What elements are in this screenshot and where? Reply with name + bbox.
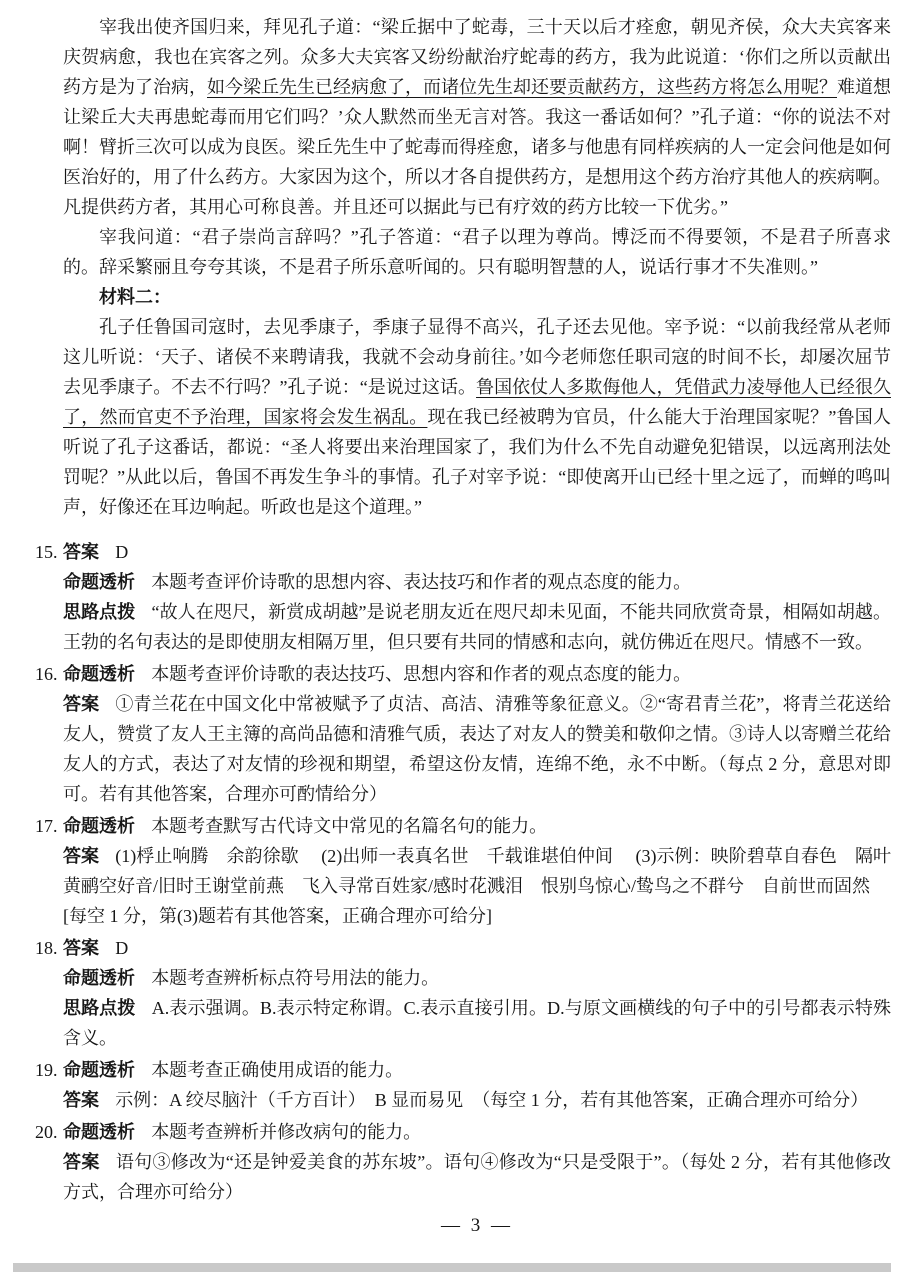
answer-text: 本题考查默写古代诗文中常见的名篇名句的能力。 <box>151 816 548 836</box>
answer-label: 命题透析 <box>63 572 135 592</box>
answer-row <box>35 659 891 689</box>
answer-row <box>35 811 891 841</box>
answer-text: ①青兰花在中国文化中常被赋予了贞洁、高洁、清雅等象征意义。②“寄君青兰花”，将青兰花送给友人，赞赏了友人王主簿的高尚品德和清雅气质，表达了对友人的赞美和敬仰之情。③诗人以寄赠兰花给友人的方式，表达了对友情的珍视和期望，希望这份友情，连绵不绝，永不中断。（每点 2 分，意思对即可。若有其他答案，合理亦可酌情给分） <box>63 694 891 804</box>
answer-row <box>35 1055 891 1085</box>
answer-label: 命题透析 <box>63 968 135 988</box>
answer-row <box>63 901 891 931</box>
answer-item-19 <box>35 1055 891 1115</box>
answer-row <box>35 537 891 567</box>
answer-text: “故人在咫尺，新赏成胡越”是说老朋友近在咫尺却未见面，不能共同欣赏奇景，相隔如胡越。王勃的名句表达的是即使朋友相隔万里，但只要有共同的情感和志向，就仿佛近在咫尺。情感不一致。 <box>63 602 891 652</box>
answer-row <box>63 963 891 993</box>
answer-label: 答案 <box>63 542 99 562</box>
answer-text: 示例：A 绞尽脑汁（千方百计） B 显而易见 （每空 1 分，若有其他答案，正确合理亦可给分） <box>115 1090 869 1110</box>
answer-row <box>35 1117 891 1147</box>
underlined-sentence: 如今梁丘先生已经病愈了，而诸位先生却还要贡献药方，这些药方将怎么用呢？ <box>207 77 837 97</box>
passage-text: 现在我已经被聘为官员，什么能大于治理国家呢？”鲁国人听说了孔子这番话，都说：“圣人将要出来治理国家了，我们为什么不先自动避免犯错误，以远离刑法处罚呢？”从此以后，鲁国不再发生争斗的事情。孔子对宰予说：“即使离开山已经十里之远了，而蝉的鸣叫声，好像还在耳边响起。听政也是这个道理。” <box>63 407 891 517</box>
answer-label: 思路点拨 <box>63 602 136 622</box>
answer-label: 命题透析 <box>63 1060 135 1080</box>
answer-label: 答案 <box>63 694 100 714</box>
passage-paragraph-1 <box>63 12 891 222</box>
answer-row <box>63 1147 891 1207</box>
page-number: — 3 — <box>441 1215 513 1236</box>
answer-label: 命题透析 <box>63 664 135 684</box>
answer-label: 答案 <box>63 846 100 866</box>
item-number: 19. <box>35 1060 58 1080</box>
answer-item-20 <box>35 1117 892 1207</box>
answer-text: [每空 1 分，第(3)题若有其他答案，正确合理亦可给分] <box>63 906 492 926</box>
answer-text: 本题考查评价诗歌的思想内容、表达技巧和作者的观点态度的能力。 <box>151 572 692 592</box>
passage-paragraph-2: 宰我问道：“君子崇尚言辞吗？”孔子答道：“君子以理为尊尚。博泛而不得要领，不是君子所喜求的。辞采繁丽且夸夸其谈，不是君子所乐意听闻的。只有聪明智慧的人，说话行事才不失准则。” <box>63 227 891 277</box>
answer-text: 本题考查辨析并修改病句的能力。 <box>151 1122 422 1142</box>
item-number: 17. <box>35 816 58 836</box>
answer-text: D <box>115 542 129 562</box>
answer-row <box>63 689 891 809</box>
answer-label: 命题透析 <box>63 816 135 836</box>
answer-row <box>63 567 891 597</box>
answer-row <box>35 933 891 963</box>
answer-row <box>63 841 891 901</box>
answer-label: 思路点拨 <box>63 998 136 1018</box>
answer-item-16 <box>35 659 891 809</box>
answer-text: 本题考查辨析标点符号用法的能力。 <box>151 968 440 988</box>
passage-paragraph-3 <box>63 312 891 522</box>
answer-text: D <box>115 938 129 958</box>
answer-row <box>63 993 891 1053</box>
answer-items <box>35 537 892 1207</box>
answer-text: A.表示强调。B.表示特定称谓。C.表示直接引用。D.与原文画横线的句子中的引号都表示特殊含义。 <box>63 998 891 1048</box>
passage-text: 宰我出使齐国归来，拜见孔子道：“梁丘据中了蛇毒，三十天以后才痊愈，朝见齐侯，众大夫宾客来庆贺病愈，我也在宾客之列。众多大夫宾客又纷纷献治疗蛇毒的药方，我为此说道：‘你们之所以贡献出药方是为了治病， <box>63 17 891 97</box>
answer-text: 本题考查正确使用成语的能力。 <box>151 1060 404 1080</box>
item-number: 16. <box>35 664 58 684</box>
answer-label: 答案 <box>63 938 99 958</box>
answer-label: 答案 <box>63 1152 100 1172</box>
answer-label: 答案 <box>63 1090 99 1110</box>
bottom-scan-bar <box>13 1263 891 1272</box>
answer-text: (1)桴止响腾 余韵徐歇 (2)出师一表真名世 千载谁堪伯仲间 (3)示例：映阶碧草自春色 隔叶黄鹂空好音/旧时王谢堂前燕 飞入寻常百姓家/感时花溅泪 恨别鸟惊心/鸷鸟之不群兮 自前世而固然 <box>63 846 892 896</box>
answer-row <box>63 597 891 657</box>
underlined-sentence: 鲁国依仗人多欺侮他人，凭借武力凌辱他人已经很久了，然而官吏不予治理，国家将会发生祸乱。 <box>63 377 891 427</box>
item-number: 15. <box>35 542 58 562</box>
material-two-heading: 材料二： <box>99 287 171 307</box>
answer-item-17 <box>35 811 892 931</box>
answer-item-15 <box>35 537 891 657</box>
passage-text: 孔子任鲁国司寇时，去见季康子，季康子显得不高兴，孔子还去见他。宰予说：“以前我经常从老师这儿听说：‘天子、诸侯不来聘请我，我就不会动身前往。’如今老师您任职司寇的时间不长，却屡次屈节去见季康子。不去不行吗？”孔子说：“是说过这话。 <box>63 317 891 397</box>
answer-text: 语句③修改为“还是钟爱美食的苏东坡”。语句④修改为“只是受限于”。（每处 2 分，若有其他修改方式，合理亦可给分） <box>63 1152 892 1202</box>
item-number: 18. <box>35 938 58 958</box>
answer-text: 本题考查评价诗歌的表达技巧、思想内容和作者的观点态度的能力。 <box>151 664 692 684</box>
passage-text: 难道想让梁丘大夫再患蛇毒而用它们吗？’众人默然而坐无言对答。我这一番话如何？”孔子道：“你的说法不对啊！臂折三次可以成为良医。梁丘先生中了蛇毒而得痊愈，诸多与他患有同样疾病的人一定会问他是如何医治好的，用了什么药方。大家因为这个，所以才各自提供药方，是想用这个药方治疗其他人的疾病啊。凡提供药方者，其用心可称良善。并且还可以据此与已有疗效的药方比较一下优劣。” <box>63 77 891 217</box>
answer-item-18 <box>35 933 891 1053</box>
item-number: 20. <box>35 1122 58 1142</box>
answer-row <box>63 1085 891 1115</box>
answer-label: 命题透析 <box>63 1122 135 1142</box>
